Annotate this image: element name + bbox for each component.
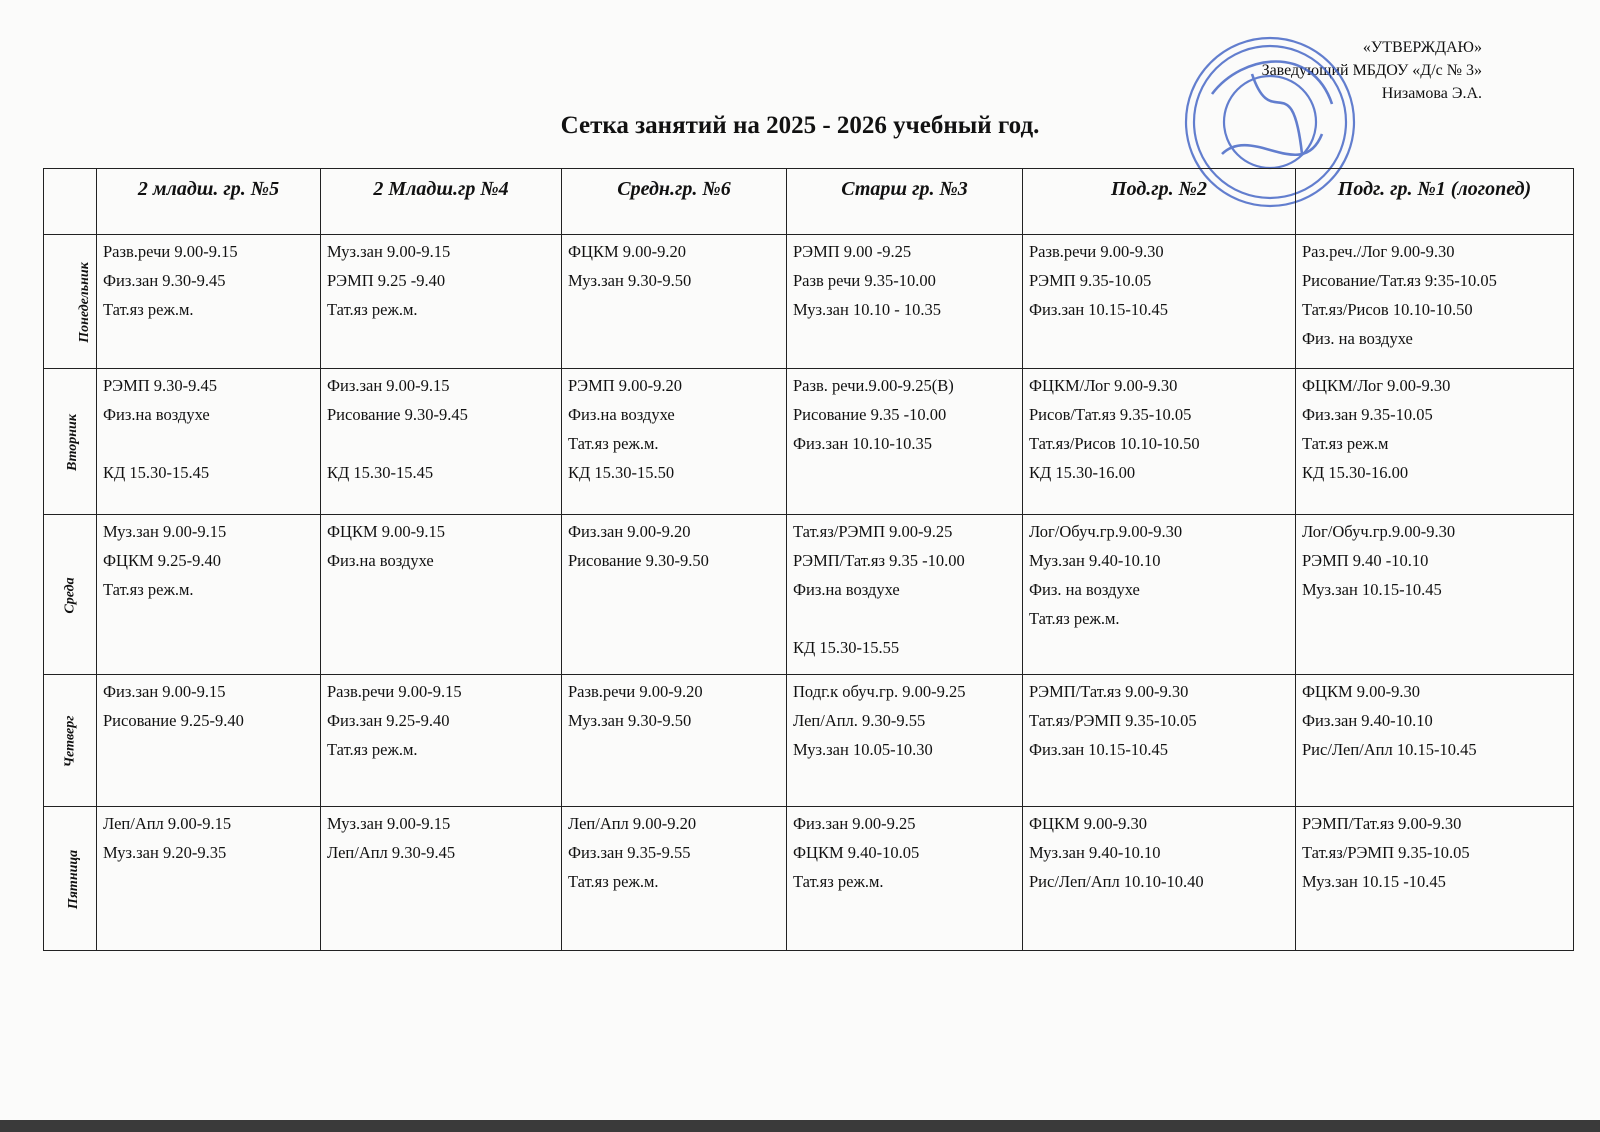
lesson-line: Рисование 9.25-9.40 xyxy=(103,711,244,730)
lesson-line: Физ.зан 9.00-9.20 xyxy=(568,522,691,541)
blank-line xyxy=(103,429,320,458)
day-cell xyxy=(44,807,97,951)
schedule-cell xyxy=(1296,369,1574,515)
lesson-line: Разв. речи.9.00-9.25(В) xyxy=(793,376,954,395)
day-label: Пятница xyxy=(66,849,82,910)
day-label: Среда xyxy=(62,577,78,614)
schedule-cell xyxy=(1023,369,1296,515)
lesson-line: Лог/Обуч.гр.9.00-9.30 xyxy=(1302,522,1456,541)
lesson-line: Физ.зан 9.30-9.45 xyxy=(103,271,226,290)
lesson-line: ФЦКМ 9.25-9.40 xyxy=(103,551,221,570)
day-cell xyxy=(44,369,97,515)
lesson-line: Физ. на воздухе xyxy=(1302,329,1413,348)
day-row xyxy=(44,235,1574,369)
lesson-line: Леп/Апл 9.30-9.45 xyxy=(327,843,456,862)
lesson-line: Физ. на воздухе xyxy=(1029,580,1140,599)
approval-heading: «УТВЕРЖДАЮ» xyxy=(1362,39,1482,56)
lesson-line: Раз.реч./Лог 9.00-9.30 xyxy=(1302,242,1455,261)
group-header: Средн.гр. №6 xyxy=(562,169,787,235)
schedule-cell xyxy=(1296,515,1574,675)
schedule-cell xyxy=(321,369,562,515)
schedule-cell xyxy=(562,369,787,515)
lesson-line: Тат.яз/РЭМП 9.35-10.05 xyxy=(1029,711,1197,730)
lesson-line: Муз.зан 10.15-10.45 xyxy=(1302,580,1442,599)
lesson-line: Физ.зан 9.00-9.15 xyxy=(327,376,450,395)
schedule-cell xyxy=(1296,675,1574,807)
lesson-line: РЭМП 9.40 -10.10 xyxy=(1302,551,1429,570)
day-row xyxy=(44,515,1574,675)
lesson-line: Физ.на воздухе xyxy=(568,405,675,424)
lesson-line: Рис/Леп/Апл 10.15-10.45 xyxy=(1302,740,1477,759)
lesson-line: КД 15.30-15.45 xyxy=(103,463,210,482)
lesson-line: Муз.зан 10.10 - 10.35 xyxy=(793,300,941,319)
schedule-cell xyxy=(321,675,562,807)
lesson-line: КД 15.30-16.00 xyxy=(1029,463,1136,482)
schedule-cell xyxy=(1296,807,1574,951)
lesson-line: КД 15.30-15.50 xyxy=(568,463,675,482)
lesson-line: ФЦКМ 9.00-9.15 xyxy=(327,522,445,541)
lesson-line: КД 15.30-15.45 xyxy=(327,463,434,482)
corner-cell xyxy=(44,169,97,235)
lesson-line: Физ.на воздухе xyxy=(103,405,210,424)
lesson-line: Тат.яз реж.м. xyxy=(793,872,884,891)
lesson-line: Муз.зан 9.00-9.15 xyxy=(327,814,451,833)
lesson-line: Тат.яз/РЭМП 9.35-10.05 xyxy=(1302,843,1470,862)
schedule-cell xyxy=(787,235,1023,369)
lesson-line: Физ.зан 9.25-9.40 xyxy=(327,711,450,730)
schedule-cell xyxy=(97,235,321,369)
lesson-line: ФЦКМ 9.00-9.20 xyxy=(568,242,686,261)
lesson-line: Физ.зан 9.40-10.10 xyxy=(1302,711,1433,730)
lesson-line: Леп/Апл. 9.30-9.55 xyxy=(793,711,926,730)
lesson-line: Разв.речи 9.00-9.15 xyxy=(327,682,462,701)
lesson-line: Тат.яз реж.м. xyxy=(1029,609,1120,628)
day-cell xyxy=(44,235,97,369)
schedule-cell xyxy=(787,807,1023,951)
day-row xyxy=(44,675,1574,807)
group-header: 2 Младш.гр №4 xyxy=(321,169,562,235)
lesson-line: Разв.речи 9.00-9.20 xyxy=(568,682,703,701)
lesson-line: РЭМП 9.00 -9.25 xyxy=(793,242,912,261)
lesson-line: Леп/Апл 9.00-9.20 xyxy=(568,814,697,833)
day-row xyxy=(44,807,1574,951)
lesson-line: Рисов/Тат.яз 9.35-10.05 xyxy=(1029,405,1192,424)
lesson-line: Муз.зан 9.30-9.50 xyxy=(568,711,692,730)
schedule-cell xyxy=(1023,675,1296,807)
scan-edge xyxy=(0,1120,1600,1132)
schedule-cell xyxy=(1023,235,1296,369)
schedule-cell xyxy=(1296,235,1574,369)
lesson-line: Рисование 9.30-9.50 xyxy=(568,551,709,570)
lesson-line: Физ.зан 9.35-9.55 xyxy=(568,843,691,862)
lesson-line: РЭМП 9.00-9.20 xyxy=(568,376,683,395)
schedule-cell xyxy=(97,369,321,515)
schedule-cell xyxy=(321,235,562,369)
lesson-line: Физ.зан 9.00-9.25 xyxy=(793,814,916,833)
group-header: Под.гр. №2 xyxy=(1023,169,1296,235)
lesson-line: Физ.на воздухе xyxy=(793,580,900,599)
day-cell xyxy=(44,675,97,807)
schedule-cell xyxy=(1023,807,1296,951)
day-row xyxy=(44,369,1574,515)
lesson-line: ФЦКМ 9.00-9.30 xyxy=(1029,814,1147,833)
lesson-line: РЭМП/Тат.яз 9.00-9.30 xyxy=(1029,682,1189,701)
schedule-cell xyxy=(321,515,562,675)
lesson-line: Леп/Апл 9.00-9.15 xyxy=(103,814,232,833)
lesson-line: Рисование 9.35 -10.00 xyxy=(793,405,947,424)
lesson-line: Муз.зан 9.30-9.50 xyxy=(568,271,692,290)
lesson-line: Тат.яз/Рисов 10.10-10.50 xyxy=(1302,300,1473,319)
lesson-line: КД 15.30-15.55 xyxy=(793,638,900,657)
lesson-line: Физ.зан 9.00-9.15 xyxy=(103,682,226,701)
lesson-line: РЭМП/Тат.яз 9.00-9.30 xyxy=(1302,814,1462,833)
approval-position: Заведующий МБДОУ «Д/с № 3» xyxy=(1261,62,1482,79)
lesson-line: Разв.речи 9.00-9.15 xyxy=(103,242,238,261)
lesson-line: РЭМП 9.35-10.05 xyxy=(1029,271,1152,290)
lesson-line: Рисование/Тат.яз 9:35-10.05 xyxy=(1302,271,1497,290)
group-header: 2 младш. гр. №5 xyxy=(97,169,321,235)
lesson-line: Физ.зан 10.15-10.45 xyxy=(1029,740,1169,759)
lesson-line: Муз.зан 9.40-10.10 xyxy=(1029,843,1161,862)
lesson-line: Физ.зан 10.15-10.45 xyxy=(1029,300,1169,319)
lesson-line: Тат.яз реж.м. xyxy=(103,580,194,599)
lesson-line: РЭМП 9.30-9.45 xyxy=(103,376,218,395)
lesson-line: Тат.яз реж.м xyxy=(1302,434,1389,453)
blank-line xyxy=(327,429,561,458)
title-text: Сетка занятий на 2025 - 2026 учебный год. xyxy=(560,112,1040,139)
lesson-line: Тат.яз реж.м. xyxy=(327,300,418,319)
approval-name: Низамова Э.А. xyxy=(1381,85,1482,102)
lesson-line: Тат.яз/Рисов 10.10-10.50 xyxy=(1029,434,1200,453)
lesson-line: Муз.зан 9.00-9.15 xyxy=(327,242,451,261)
schedule-cell xyxy=(562,807,787,951)
lesson-line: ФЦКМ 9.40-10.05 xyxy=(793,843,920,862)
group-header: Подг. гр. №1 (логопед) xyxy=(1296,169,1574,235)
lesson-line: Муз.зан 9.40-10.10 xyxy=(1029,551,1161,570)
day-label: Четверг xyxy=(62,715,78,768)
lesson-line: Тат.яз реж.м. xyxy=(327,740,418,759)
lesson-line: Физ.зан 9.35-10.05 xyxy=(1302,405,1433,424)
lesson-line: ФЦКМ/Лог 9.00-9.30 xyxy=(1302,376,1451,395)
schedule-cell xyxy=(321,807,562,951)
schedule-cell xyxy=(562,235,787,369)
lesson-line: РЭМП/Тат.яз 9.35 -10.00 xyxy=(793,551,965,570)
group-header: Старш гр. №3 xyxy=(787,169,1023,235)
lesson-line: Муз.зан 9.20-9.35 xyxy=(103,843,227,862)
lesson-line: Лог/Обуч.гр.9.00-9.30 xyxy=(1029,522,1183,541)
day-label: Понедельник xyxy=(76,262,92,343)
lesson-line: Рис/Леп/Апл 10.10-10.40 xyxy=(1029,872,1204,891)
lesson-line: Разв речи 9.35-10.00 xyxy=(793,271,936,290)
lesson-line: Муз.зан 9.00-9.15 xyxy=(103,522,227,541)
lesson-line: Разв.речи 9.00-9.30 xyxy=(1029,242,1164,261)
schedule-cell xyxy=(787,369,1023,515)
lesson-line: Тат.яз реж.м. xyxy=(568,434,659,453)
lesson-line: Муз.зан 10.05-10.30 xyxy=(793,740,933,759)
blank-line xyxy=(793,604,1022,633)
day-cell xyxy=(44,515,97,675)
schedule-table xyxy=(43,168,1574,951)
schedule-cell xyxy=(97,515,321,675)
lesson-line: ФЦКМ/Лог 9.00-9.30 xyxy=(1029,376,1178,395)
schedule-cell xyxy=(787,675,1023,807)
lesson-line: ФЦКМ 9.00-9.30 xyxy=(1302,682,1420,701)
lesson-line: Тат.яз/РЭМП 9.00-9.25 xyxy=(793,522,953,541)
schedule-cell xyxy=(562,675,787,807)
lesson-line: КД 15.30-16.00 xyxy=(1302,463,1409,482)
page-title xyxy=(0,112,1100,140)
lesson-line: Муз.зан 10.15 -10.45 xyxy=(1302,872,1446,891)
day-label: Вторник xyxy=(64,414,80,471)
schedule-cell xyxy=(97,807,321,951)
lesson-line: Физ.на воздухе xyxy=(327,551,434,570)
lesson-line: РЭМП 9.25 -9.40 xyxy=(327,271,446,290)
schedule-cell xyxy=(97,675,321,807)
lesson-line: Подг.к обуч.гр. 9.00-9.25 xyxy=(793,682,966,701)
schedule-cell xyxy=(562,515,787,675)
lesson-line: Физ.зан 10.10-10.35 xyxy=(793,434,933,453)
lesson-line: Тат.яз реж.м. xyxy=(568,872,659,891)
header-row xyxy=(44,169,1574,235)
lesson-line: Тат.яз реж.м. xyxy=(103,300,194,319)
schedule-cell xyxy=(787,515,1023,675)
lesson-line: Рисование 9.30-9.45 xyxy=(327,405,468,424)
schedule-cell xyxy=(1023,515,1296,675)
